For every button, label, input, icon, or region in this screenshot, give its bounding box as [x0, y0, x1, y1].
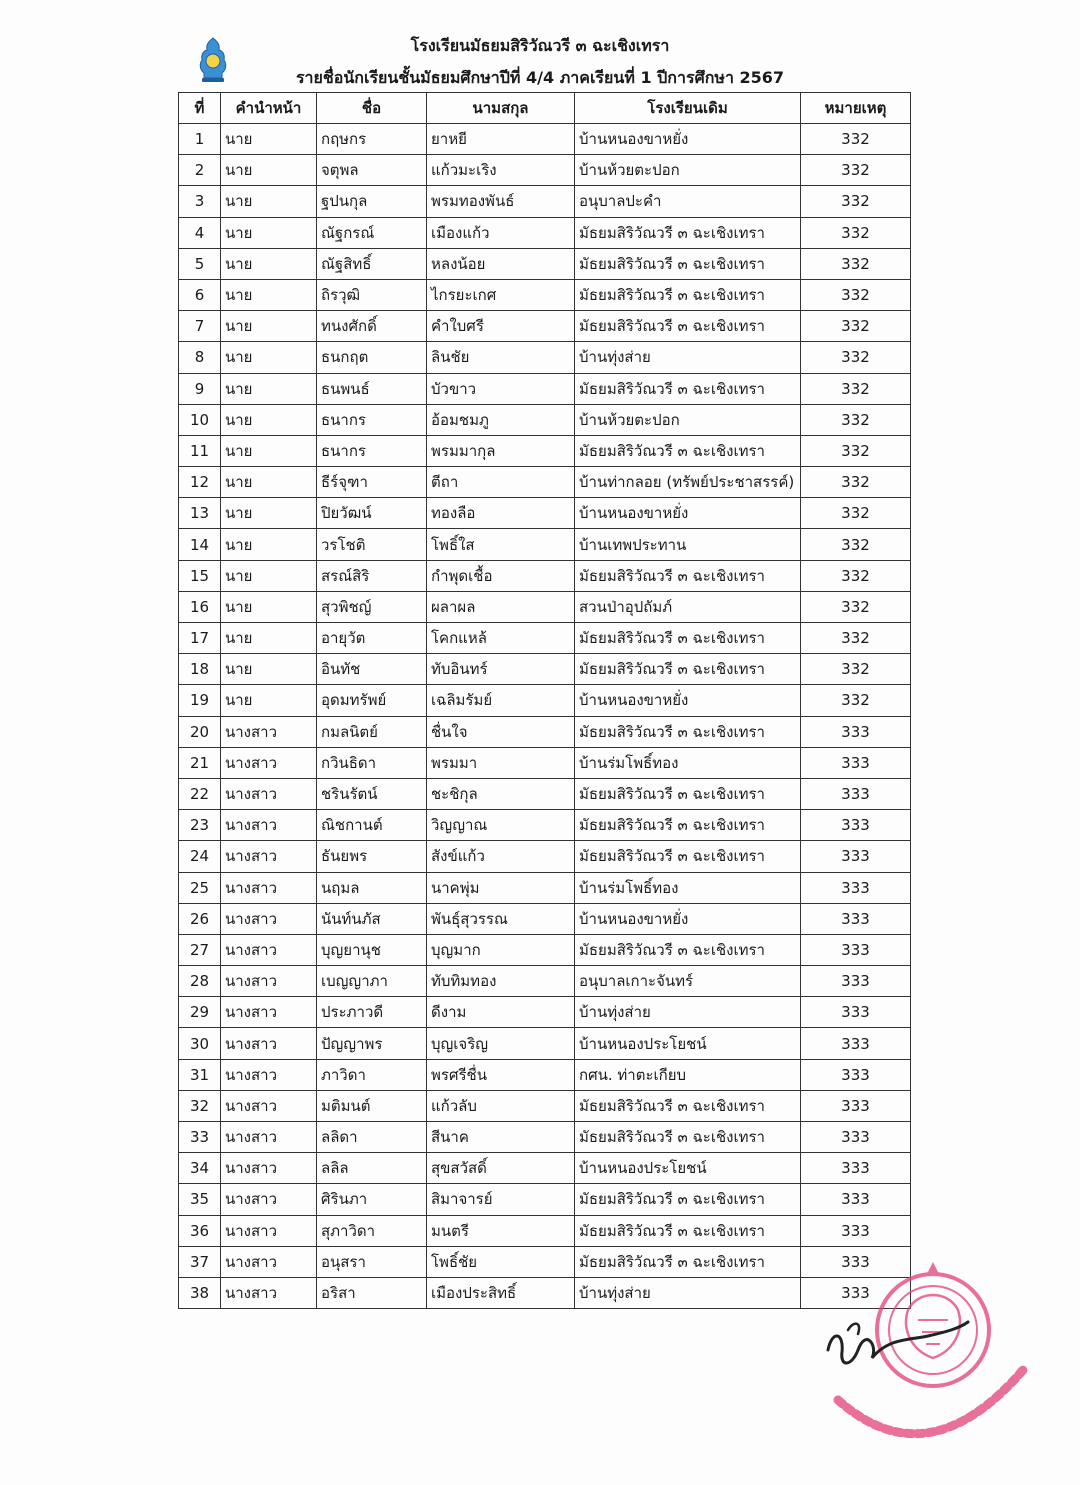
cell-prefix: นาย: [221, 654, 317, 685]
cell-last-name: ผลาผล: [427, 591, 575, 622]
table-body: [179, 124, 911, 1309]
cell-prefix: นาย: [221, 685, 317, 716]
table-row: [179, 1153, 911, 1184]
cell-prefix: นาย: [221, 124, 317, 155]
cell-note: 332: [801, 623, 911, 654]
cell-first-name: ธนากร: [317, 435, 427, 466]
cell-note: 333: [801, 1059, 911, 1090]
table-row: [179, 934, 911, 965]
cell-prefix: นาย: [221, 373, 317, 404]
cell-prefix: นางสาว: [221, 747, 317, 778]
cell-last-name: ลินชัย: [427, 342, 575, 373]
cell-previous-school: มัธยมสิริวัณวรี ๓ ฉะเชิงเทรา: [575, 1246, 801, 1277]
cell-last-name: ดีงาม: [427, 997, 575, 1028]
cell-previous-school: บ้านหนองขาหยั่ง: [575, 903, 801, 934]
cell-first-name: ธนากร: [317, 404, 427, 435]
cell-last-name: คำใบศรี: [427, 311, 575, 342]
cell-previous-school: บ้านห้วยตะปอก: [575, 155, 801, 186]
cell-first-name: จตุพล: [317, 155, 427, 186]
table-row: [179, 1059, 911, 1090]
table-row: [179, 560, 911, 591]
table-row: [179, 529, 911, 560]
cell-no: 6: [179, 279, 221, 310]
table-row: [179, 778, 911, 809]
cell-prefix: นางสาว: [221, 1059, 317, 1090]
cell-previous-school: บ้านหนองขาหยั่ง: [575, 685, 801, 716]
cell-no: 20: [179, 716, 221, 747]
cell-prefix: นางสาว: [221, 872, 317, 903]
table-row: [179, 467, 911, 498]
cell-last-name: ตีถา: [427, 467, 575, 498]
cell-first-name: ณัฐสิทธิ์: [317, 248, 427, 279]
cell-no: 5: [179, 248, 221, 279]
cell-prefix: นางสาว: [221, 1153, 317, 1184]
school-name-heading: โรงเรียนมัธยมสิริวัณวรี ๓ ฉะเชิงเทรา: [410, 36, 670, 55]
table-row: [179, 155, 911, 186]
cell-no: 28: [179, 966, 221, 997]
cell-first-name: สุภาวิดา: [317, 1215, 427, 1246]
cell-last-name: มนตรี: [427, 1215, 575, 1246]
cell-first-name: ศิรินภา: [317, 1184, 427, 1215]
table-row: [179, 1028, 911, 1059]
table-row: [179, 591, 911, 622]
table-row: [179, 373, 911, 404]
cell-previous-school: บ้านห้วยตะปอก: [575, 404, 801, 435]
cell-first-name: ธันยพร: [317, 841, 427, 872]
cell-previous-school: บ้านทุ่งส่าย: [575, 342, 801, 373]
cell-note: 332: [801, 591, 911, 622]
cell-previous-school: มัธยมสิริวัณวรี ๓ ฉะเชิงเทรา: [575, 623, 801, 654]
cell-previous-school: มัธยมสิริวัณวรี ๓ ฉะเชิงเทรา: [575, 435, 801, 466]
table-row: [179, 1215, 911, 1246]
cell-no: 23: [179, 810, 221, 841]
cell-note: 333: [801, 1122, 911, 1153]
cell-no: 10: [179, 404, 221, 435]
cell-first-name: กวินธิดา: [317, 747, 427, 778]
cell-previous-school: อนุบาลเกาะจันทร์: [575, 966, 801, 997]
cell-note: 333: [801, 778, 911, 809]
cell-previous-school: มัธยมสิริวัณวรี ๓ ฉะเชิงเทรา: [575, 560, 801, 591]
table-row: [179, 1277, 911, 1308]
cell-prefix: นางสาว: [221, 1184, 317, 1215]
cell-last-name: สีนาค: [427, 1122, 575, 1153]
table-row: [179, 716, 911, 747]
cell-prefix: นาย: [221, 591, 317, 622]
column-header-note: หมายเหตุ: [801, 93, 911, 124]
cell-last-name: พรมทองพันธ์: [427, 186, 575, 217]
cell-first-name: ถิรวุฒิ: [317, 279, 427, 310]
cell-no: 31: [179, 1059, 221, 1090]
cell-note: 333: [801, 1184, 911, 1215]
cell-first-name: อุดมทรัพย์: [317, 685, 427, 716]
cell-prefix: นาย: [221, 217, 317, 248]
cell-no: 35: [179, 1184, 221, 1215]
cell-note: 333: [801, 903, 911, 934]
cell-previous-school: มัธยมสิริวัณวรี ๓ ฉะเชิงเทรา: [575, 934, 801, 965]
cell-first-name: มติมนต์: [317, 1090, 427, 1121]
cell-note: 333: [801, 966, 911, 997]
cell-note: 333: [801, 810, 911, 841]
cell-previous-school: มัธยมสิริวัณวรี ๓ ฉะเชิงเทรา: [575, 1122, 801, 1153]
cell-no: 11: [179, 435, 221, 466]
cell-last-name: โพธิ์ชัย: [427, 1246, 575, 1277]
table-header-row: [179, 93, 911, 124]
cell-previous-school: มัธยมสิริวัณวรี ๓ ฉะเชิงเทรา: [575, 841, 801, 872]
cell-no: 21: [179, 747, 221, 778]
cell-first-name: ลลิดา: [317, 1122, 427, 1153]
cell-prefix: นางสาว: [221, 841, 317, 872]
cell-no: 19: [179, 685, 221, 716]
cell-last-name: เฉลิมรัมย์: [427, 685, 575, 716]
cell-note: 332: [801, 155, 911, 186]
cell-first-name: ทนงศักดิ์: [317, 311, 427, 342]
cell-first-name: อริสา: [317, 1277, 427, 1308]
cell-note: 332: [801, 654, 911, 685]
cell-prefix: นาย: [221, 435, 317, 466]
official-stamp-and-signature: [818, 1250, 1033, 1480]
cell-previous-school: มัธยมสิริวัณวรี ๓ ฉะเชิงเทรา: [575, 279, 801, 310]
cell-last-name: แก้วมะเริง: [427, 155, 575, 186]
table-row: [179, 279, 911, 310]
cell-last-name: ชื่นใจ: [427, 716, 575, 747]
cell-previous-school: บ้านท่ากลอย (ทรัพย์ประชาสรรค์): [575, 467, 801, 498]
cell-no: 34: [179, 1153, 221, 1184]
cell-previous-school: บ้านร่มโพธิ์ทอง: [575, 747, 801, 778]
cell-note: 333: [801, 1028, 911, 1059]
cell-previous-school: บ้านหนองประโยชน์: [575, 1028, 801, 1059]
roster-subtitle: รายชื่อนักเรียนชั้นมัธยมศึกษาปีที่ 4/4 ภาคเรียนที่ 1 ปีการศึกษา 2567: [295, 68, 785, 87]
cell-last-name: พรมมา: [427, 747, 575, 778]
cell-previous-school: บ้านหนองประโยชน์: [575, 1153, 801, 1184]
cell-last-name: ชะชิกุล: [427, 778, 575, 809]
cell-prefix: นางสาว: [221, 716, 317, 747]
cell-note: 333: [801, 1153, 911, 1184]
cell-last-name: เมืองประสิทธิ์: [427, 1277, 575, 1308]
cell-last-name: โคกแหล้: [427, 623, 575, 654]
cell-last-name: แก้วลับ: [427, 1090, 575, 1121]
cell-last-name: สุขสวัสดิ์: [427, 1153, 575, 1184]
cell-last-name: กำพุดเชื้อ: [427, 560, 575, 591]
cell-previous-school: มัธยมสิริวัณวรี ๓ ฉะเชิงเทรา: [575, 1215, 801, 1246]
cell-first-name: ชรินรัตน์: [317, 778, 427, 809]
cell-previous-school: กศน. ท่าตะเกียบ: [575, 1059, 801, 1090]
cell-no: 2: [179, 155, 221, 186]
cell-last-name: โพธิ์ใส: [427, 529, 575, 560]
cell-first-name: ลลิล: [317, 1153, 427, 1184]
table-row: [179, 810, 911, 841]
table-row: [179, 1184, 911, 1215]
cell-first-name: ปิยวัฒน์: [317, 498, 427, 529]
cell-no: 14: [179, 529, 221, 560]
cell-last-name: สังข์แก้ว: [427, 841, 575, 872]
cell-prefix: นางสาว: [221, 1215, 317, 1246]
cell-prefix: นาย: [221, 248, 317, 279]
cell-note: 333: [801, 1215, 911, 1246]
column-header-last-name: นามสกุล: [427, 93, 575, 124]
cell-note: 333: [801, 872, 911, 903]
cell-prefix: นางสาว: [221, 1090, 317, 1121]
cell-last-name: หลงน้อย: [427, 248, 575, 279]
table-row: [179, 623, 911, 654]
cell-previous-school: บ้านทุ่งส่าย: [575, 1277, 801, 1308]
table-row: [179, 217, 911, 248]
table-row: [179, 685, 911, 716]
cell-no: 32: [179, 1090, 221, 1121]
cell-no: 36: [179, 1215, 221, 1246]
cell-last-name: พรศรีชื่น: [427, 1059, 575, 1090]
table-row: [179, 654, 911, 685]
cell-previous-school: มัธยมสิริวัณวรี ๓ ฉะเชิงเทรา: [575, 217, 801, 248]
cell-note: 332: [801, 217, 911, 248]
column-header-no: ที่: [179, 93, 221, 124]
cell-no: 8: [179, 342, 221, 373]
cell-no: 12: [179, 467, 221, 498]
cell-no: 13: [179, 498, 221, 529]
table-row: [179, 404, 911, 435]
cell-last-name: วิญญาณ: [427, 810, 575, 841]
cell-prefix: นางสาว: [221, 1277, 317, 1308]
table-row: [179, 124, 911, 155]
cell-first-name: อนุสรา: [317, 1246, 427, 1277]
table-row: [179, 248, 911, 279]
cell-last-name: บุญเจริญ: [427, 1028, 575, 1059]
table-row: [179, 747, 911, 778]
cell-previous-school: บ้านหนองขาหยั่ง: [575, 498, 801, 529]
cell-prefix: นาย: [221, 560, 317, 591]
cell-first-name: ณัฐกรณ์: [317, 217, 427, 248]
cell-no: 33: [179, 1122, 221, 1153]
cell-note: 332: [801, 560, 911, 591]
cell-prefix: นางสาว: [221, 1246, 317, 1277]
cell-prefix: นางสาว: [221, 1028, 317, 1059]
cell-last-name: สิมาจารย์: [427, 1184, 575, 1215]
cell-previous-school: บ้านทุ่งส่าย: [575, 997, 801, 1028]
cell-first-name: ปัญญาพร: [317, 1028, 427, 1059]
column-header-prefix: คำนำหน้า: [221, 93, 317, 124]
cell-last-name: พรมมากุล: [427, 435, 575, 466]
cell-previous-school: บ้านเทพประทาน: [575, 529, 801, 560]
cell-previous-school: มัธยมสิริวัณวรี ๓ ฉะเชิงเทรา: [575, 654, 801, 685]
cell-prefix: นาย: [221, 311, 317, 342]
cell-prefix: นาย: [221, 623, 317, 654]
cell-note: 332: [801, 467, 911, 498]
cell-first-name: เบญญาภา: [317, 966, 427, 997]
cell-note: 332: [801, 529, 911, 560]
cell-first-name: อินทัช: [317, 654, 427, 685]
cell-last-name: บุญมาก: [427, 934, 575, 965]
cell-first-name: ธีร์จุฑา: [317, 467, 427, 498]
cell-first-name: บุญยานุช: [317, 934, 427, 965]
cell-no: 29: [179, 997, 221, 1028]
cell-first-name: วรโชติ: [317, 529, 427, 560]
cell-last-name: ยาหยี: [427, 124, 575, 155]
column-header-previous-school: โรงเรียนเดิม: [575, 93, 801, 124]
cell-first-name: นันท์นภัส: [317, 903, 427, 934]
cell-first-name: กมลนิตย์: [317, 716, 427, 747]
cell-last-name: เมืองแก้ว: [427, 217, 575, 248]
table-row: [179, 311, 911, 342]
cell-note: 332: [801, 248, 911, 279]
student-roster-table: [178, 92, 911, 1309]
cell-previous-school: มัธยมสิริวัณวรี ๓ ฉะเชิงเทรา: [575, 810, 801, 841]
cell-first-name: ฐปนกุล: [317, 186, 427, 217]
cell-no: 30: [179, 1028, 221, 1059]
cell-previous-school: สวนป่าอุปถัมภ์: [575, 591, 801, 622]
cell-no: 38: [179, 1277, 221, 1308]
cell-note: 333: [801, 747, 911, 778]
cell-note: 333: [801, 1277, 911, 1308]
cell-note: 332: [801, 685, 911, 716]
cell-prefix: นางสาว: [221, 903, 317, 934]
cell-prefix: นางสาว: [221, 966, 317, 997]
table-row: [179, 997, 911, 1028]
cell-previous-school: มัธยมสิริวัณวรี ๓ ฉะเชิงเทรา: [575, 248, 801, 279]
cell-note: 333: [801, 1246, 911, 1277]
cell-no: 27: [179, 934, 221, 965]
table-row: [179, 186, 911, 217]
cell-no: 17: [179, 623, 221, 654]
cell-previous-school: บ้านร่มโพธิ์ทอง: [575, 872, 801, 903]
cell-prefix: นาย: [221, 498, 317, 529]
cell-note: 332: [801, 279, 911, 310]
cell-no: 15: [179, 560, 221, 591]
cell-first-name: ธนกฤต: [317, 342, 427, 373]
cell-previous-school: มัธยมสิริวัณวรี ๓ ฉะเชิงเทรา: [575, 1090, 801, 1121]
cell-previous-school: มัธยมสิริวัณวรี ๓ ฉะเชิงเทรา: [575, 373, 801, 404]
cell-prefix: นางสาว: [221, 778, 317, 809]
cell-prefix: นางสาว: [221, 934, 317, 965]
table-row: [179, 435, 911, 466]
cell-no: 24: [179, 841, 221, 872]
cell-first-name: ภาวิดา: [317, 1059, 427, 1090]
cell-previous-school: อนุบาลปะคำ: [575, 186, 801, 217]
cell-note: 332: [801, 124, 911, 155]
cell-prefix: นางสาว: [221, 1122, 317, 1153]
cell-no: 1: [179, 124, 221, 155]
cell-previous-school: มัธยมสิริวัณวรี ๓ ฉะเชิงเทรา: [575, 311, 801, 342]
table-row: [179, 1090, 911, 1121]
cell-note: 332: [801, 373, 911, 404]
cell-note: 332: [801, 404, 911, 435]
cell-note: 332: [801, 311, 911, 342]
cell-previous-school: มัธยมสิริวัณวรี ๓ ฉะเชิงเทรา: [575, 716, 801, 747]
cell-note: 332: [801, 342, 911, 373]
cell-prefix: นาย: [221, 404, 317, 435]
cell-previous-school: มัธยมสิริวัณวรี ๓ ฉะเชิงเทรา: [575, 1184, 801, 1215]
table-row: [179, 1246, 911, 1277]
cell-first-name: สรณ์สิริ: [317, 560, 427, 591]
cell-last-name: ไกรยะเกศ: [427, 279, 575, 310]
table-row: [179, 498, 911, 529]
table-row: [179, 841, 911, 872]
cell-note: 332: [801, 186, 911, 217]
cell-previous-school: บ้านหนองขาหยั่ง: [575, 124, 801, 155]
cell-first-name: กฤษกร: [317, 124, 427, 155]
table-row: [179, 903, 911, 934]
table-row: [179, 342, 911, 373]
cell-prefix: นาย: [221, 155, 317, 186]
cell-first-name: อายุวัต: [317, 623, 427, 654]
cell-no: 26: [179, 903, 221, 934]
cell-no: 37: [179, 1246, 221, 1277]
cell-no: 7: [179, 311, 221, 342]
cell-last-name: ทองลือ: [427, 498, 575, 529]
cell-note: 333: [801, 997, 911, 1028]
cell-prefix: นาย: [221, 467, 317, 498]
cell-no: 4: [179, 217, 221, 248]
column-header-first-name: ชื่อ: [317, 93, 427, 124]
cell-note: 333: [801, 716, 911, 747]
cell-last-name: อ้อมชมภู: [427, 404, 575, 435]
cell-prefix: นางสาว: [221, 810, 317, 841]
cell-first-name: นฤมล: [317, 872, 427, 903]
cell-first-name: ประภาวดี: [317, 997, 427, 1028]
cell-no: 25: [179, 872, 221, 903]
cell-first-name: ณิชกานต์: [317, 810, 427, 841]
cell-previous-school: มัธยมสิริวัณวรี ๓ ฉะเชิงเทรา: [575, 778, 801, 809]
cell-last-name: ทับทิมทอง: [427, 966, 575, 997]
cell-last-name: นาคพุ่ม: [427, 872, 575, 903]
cell-prefix: นาย: [221, 279, 317, 310]
cell-first-name: ธนพนธ์: [317, 373, 427, 404]
cell-last-name: พันธุ์สุวรรณ: [427, 903, 575, 934]
cell-no: 18: [179, 654, 221, 685]
cell-prefix: นาย: [221, 186, 317, 217]
cell-prefix: นาย: [221, 342, 317, 373]
cell-no: 3: [179, 186, 221, 217]
cell-note: 333: [801, 841, 911, 872]
cell-no: 9: [179, 373, 221, 404]
cell-first-name: สุวพิชญ์: [317, 591, 427, 622]
cell-note: 333: [801, 1090, 911, 1121]
cell-note: 332: [801, 435, 911, 466]
cell-prefix: นางสาว: [221, 997, 317, 1028]
cell-no: 22: [179, 778, 221, 809]
cell-prefix: นาย: [221, 529, 317, 560]
table-row: [179, 872, 911, 903]
table-row: [179, 966, 911, 997]
cell-note: 332: [801, 498, 911, 529]
cell-last-name: บัวขาว: [427, 373, 575, 404]
table-row: [179, 1122, 911, 1153]
cell-note: 333: [801, 934, 911, 965]
cell-no: 16: [179, 591, 221, 622]
cell-last-name: ทับอินทร์: [427, 654, 575, 685]
